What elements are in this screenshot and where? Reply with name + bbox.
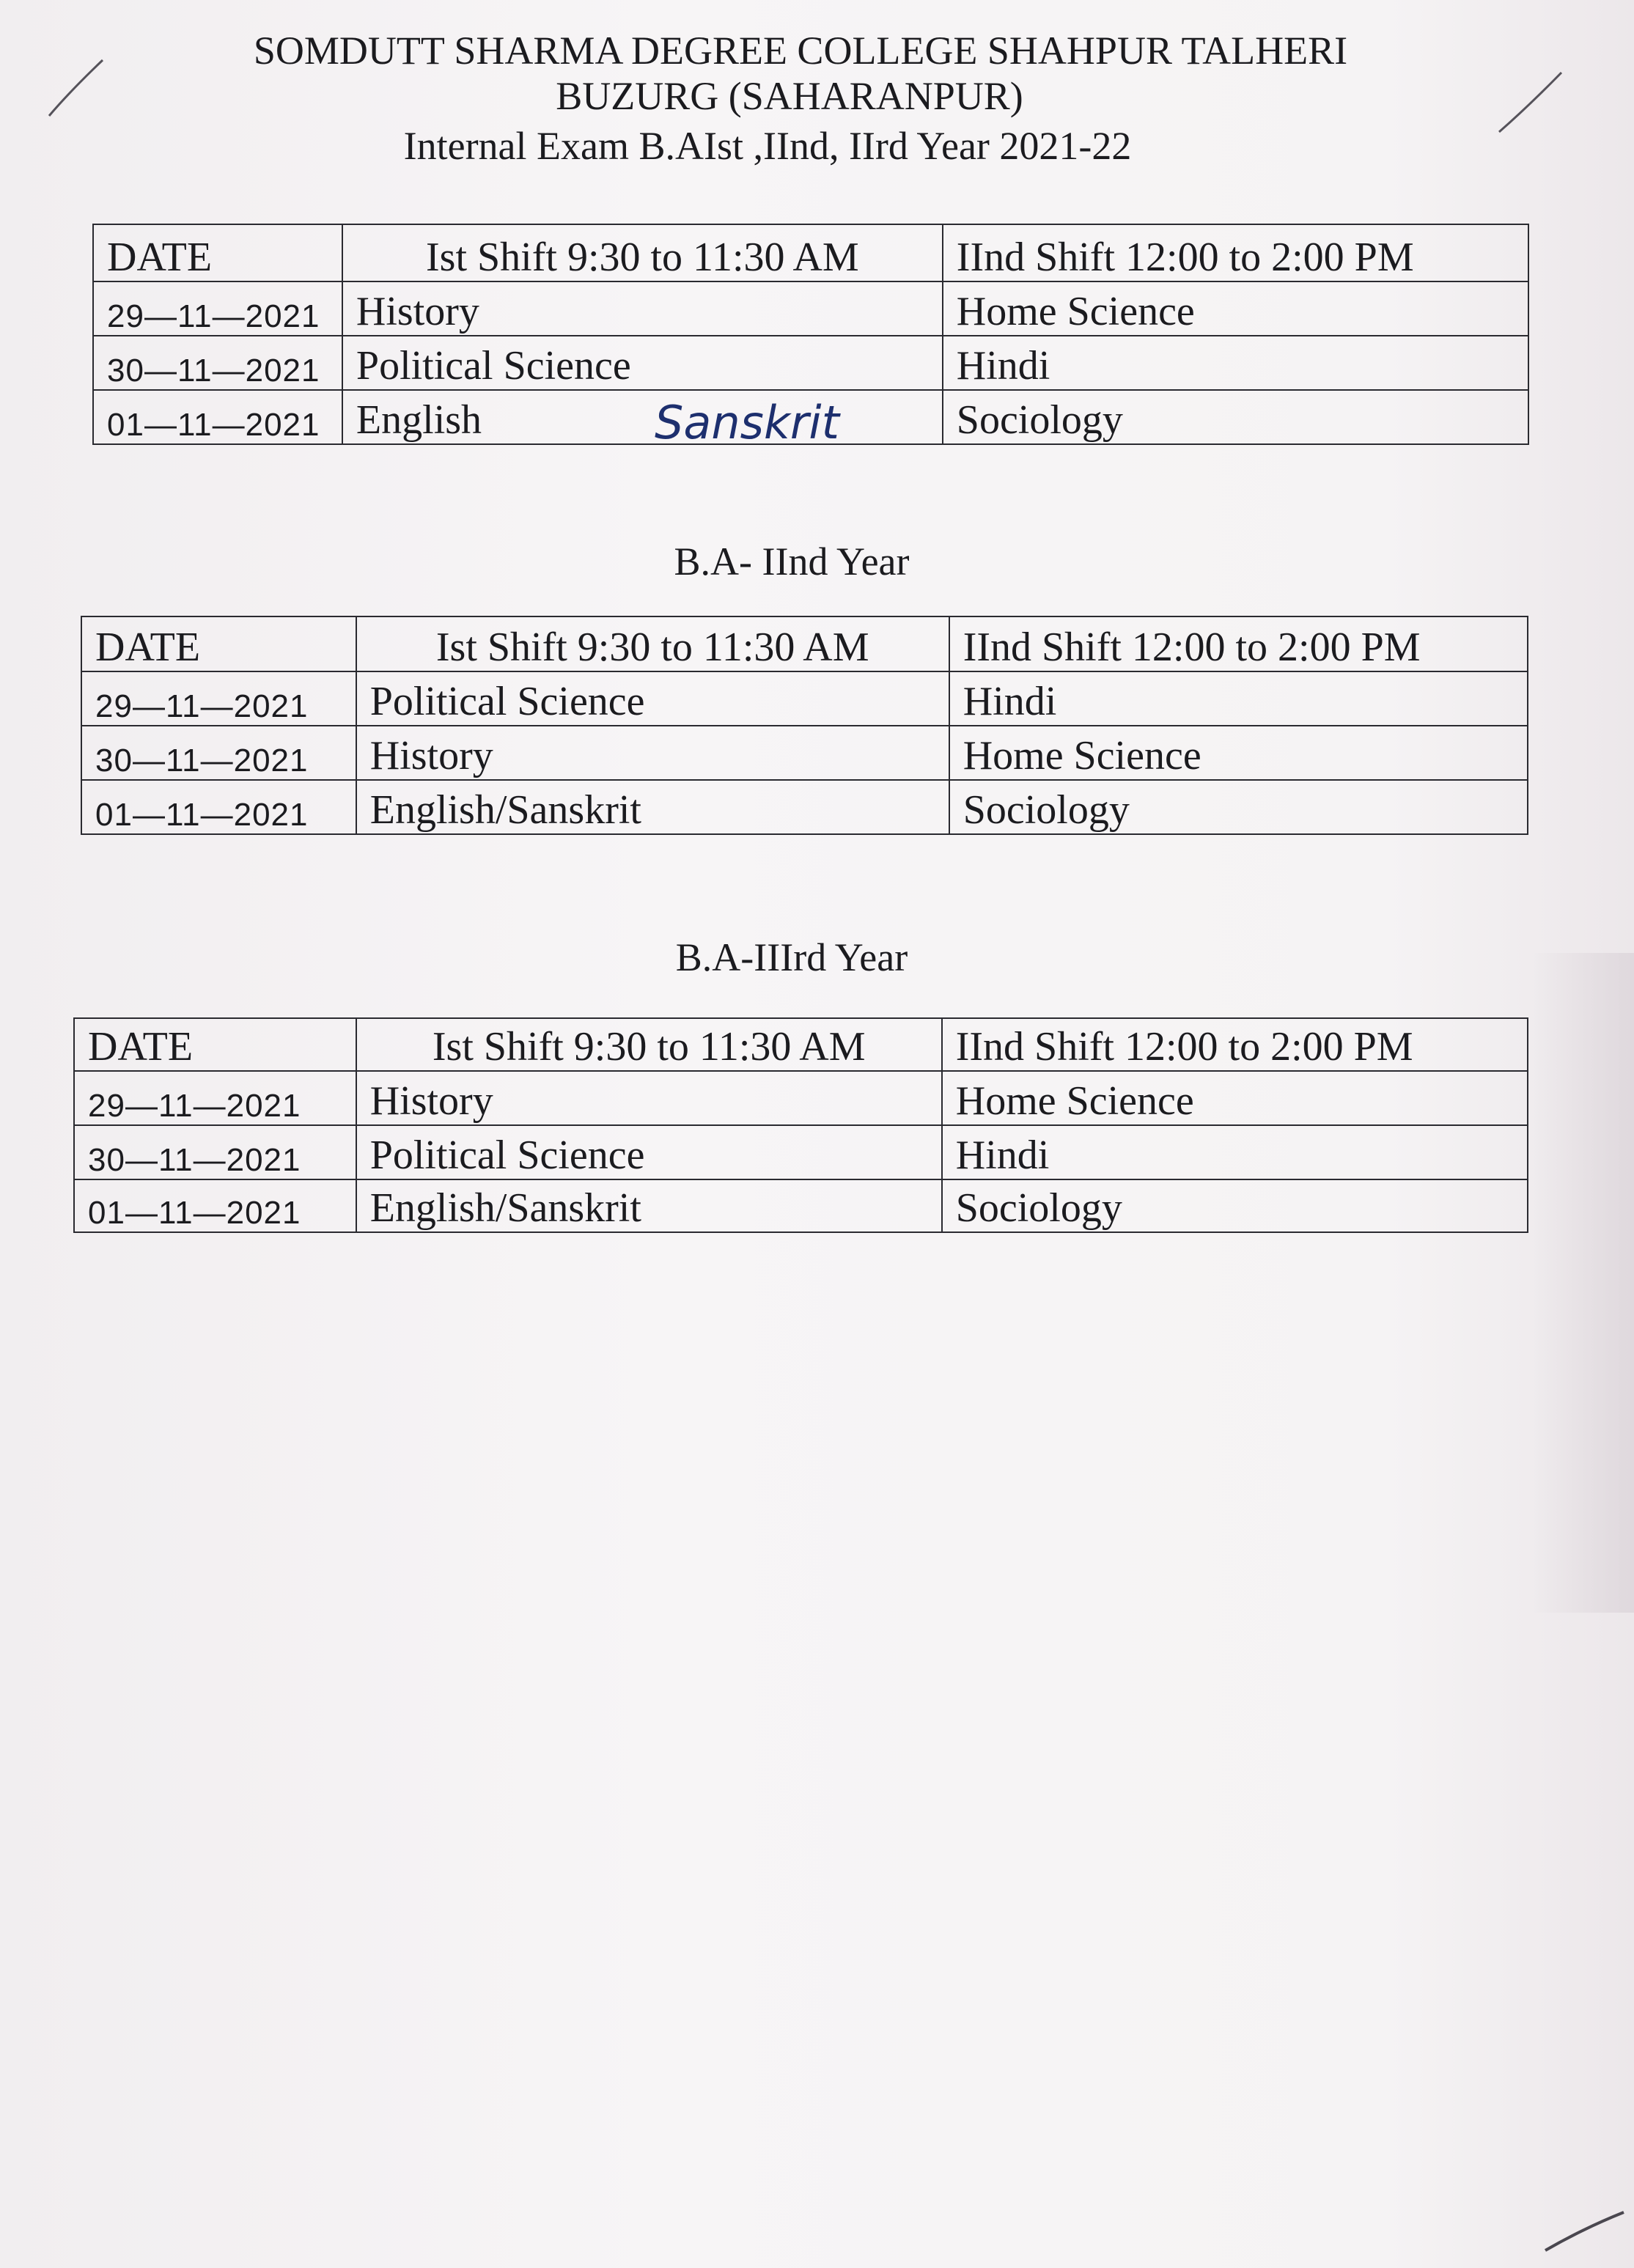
- table-header-row: [74, 1018, 1528, 1071]
- section-heading-second-year: B.A- IInd Year: [674, 540, 910, 583]
- table-header-row: [93, 224, 1528, 281]
- first-shift-subject: English/Sanskrit: [356, 1179, 942, 1232]
- column-header-date: DATE: [74, 1018, 356, 1071]
- column-header-first-shift: Ist Shift 9:30 to 11:30 AM: [342, 224, 943, 281]
- first-shift-subject: Political Science: [342, 336, 943, 390]
- first-shift-subject: History: [356, 726, 949, 780]
- first-shift-subject: English: [342, 390, 943, 444]
- exam-date: 30—11—2021: [81, 726, 356, 780]
- first-shift-subject: Political Science: [356, 671, 949, 726]
- table-row: [81, 726, 1528, 780]
- exam-table-third-year: [73, 1017, 1528, 1233]
- column-header-date: DATE: [81, 616, 356, 671]
- exam-date: 30—11—2021: [74, 1125, 356, 1179]
- table-header-row: [81, 616, 1528, 671]
- college-name: SOMDUTT SHARMA DEGREE COLLEGE SHAHPUR TALHERI: [253, 29, 1348, 73]
- exam-date: 01—11—2021: [74, 1179, 356, 1232]
- document-header: [0, 28, 1634, 169]
- exam-date: 29—11—2021: [93, 281, 342, 336]
- college-location: BUZURG (SAHARANPUR): [556, 74, 1023, 118]
- second-shift-subject: Hindi: [942, 1125, 1528, 1179]
- second-shift-subject: Hindi: [943, 336, 1528, 390]
- second-shift-subject: Hindi: [949, 671, 1528, 726]
- exam-title: Internal Exam B.AIst ,IInd, IIrd Year 2021-22: [403, 124, 1132, 168]
- column-header-first-shift: Ist Shift 9:30 to 11:30 AM: [356, 1018, 942, 1071]
- second-shift-subject: Sociology: [942, 1179, 1528, 1232]
- column-header-date: DATE: [93, 224, 342, 281]
- page-shadow: [1531, 953, 1634, 1613]
- table-row: [93, 281, 1528, 336]
- first-shift-subject: History: [356, 1071, 942, 1125]
- first-shift-subject: Political Science: [356, 1125, 942, 1179]
- first-shift-subject: History: [342, 281, 943, 336]
- exam-table-second-year: [81, 616, 1528, 835]
- handwritten-note: Sanskrit: [655, 396, 839, 449]
- table-row: [74, 1179, 1528, 1232]
- exam-date: 01—11—2021: [93, 390, 342, 444]
- column-header-second-shift: IInd Shift 12:00 to 2:00 PM: [949, 616, 1528, 671]
- first-shift-subject: English/Sanskrit: [356, 780, 949, 834]
- exam-date: 30—11—2021: [93, 336, 342, 390]
- column-header-first-shift: Ist Shift 9:30 to 11:30 AM: [356, 616, 949, 671]
- exam-date: 01—11—2021: [81, 780, 356, 834]
- second-shift-subject: Home Science: [943, 281, 1528, 336]
- second-shift-subject: Sociology: [943, 390, 1528, 444]
- table-row: [81, 671, 1528, 726]
- second-shift-subject: Home Science: [949, 726, 1528, 780]
- pencil-mark-bottom-right: [1539, 2199, 1627, 2258]
- table-row: [74, 1125, 1528, 1179]
- section-heading-third-year: B.A-IIIrd Year: [675, 935, 908, 979]
- exam-date: 29—11—2021: [81, 671, 356, 726]
- column-header-second-shift: IInd Shift 12:00 to 2:00 PM: [943, 224, 1528, 281]
- table-row: [81, 780, 1528, 834]
- column-header-second-shift: IInd Shift 12:00 to 2:00 PM: [942, 1018, 1528, 1071]
- second-shift-subject: Home Science: [942, 1071, 1528, 1125]
- table-row: [93, 336, 1528, 390]
- exam-date: 29—11—2021: [74, 1071, 356, 1125]
- table-row: [74, 1071, 1528, 1125]
- second-shift-subject: Sociology: [949, 780, 1528, 834]
